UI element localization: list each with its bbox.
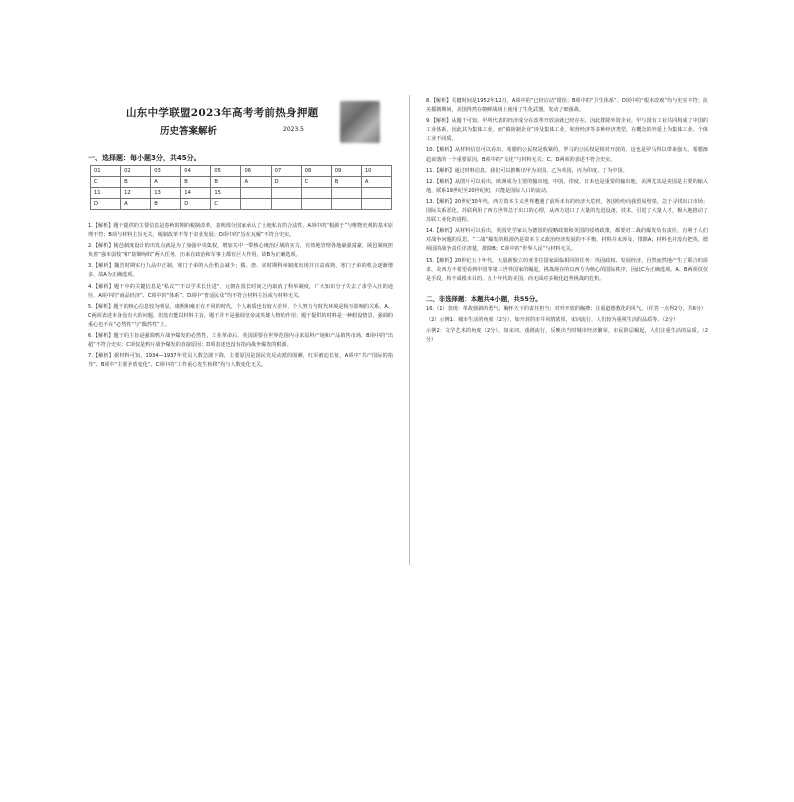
table-cell: A xyxy=(361,177,391,188)
explanation-paragraph: 9.【解析】从题干可知，甲所代表的经济成分在改革开放前就已经存在，因此排除外资企业。甲与国有工业共同构成了中国的工业体系，因此其为集体工业，而“镇街制企业”涉及集体工业，和营经济等多种经济类型，在概念的外延上为集体工业、个体工业不同质。 xyxy=(426,118,708,143)
right-explanations xyxy=(426,97,708,345)
explanation-paragraph: 1.【解析】题干提供的主要信息是春秋时期的税制改革，表明部分国家承认了土地私有的合法性，A项中的“根源于”与唯物史观的基本原理不符；B项与材料主旨无关，税制改革不等于农业发展；D项中的“旨在瓦解”不符合史实。 xyxy=(88,223,393,239)
table-cell: 15 xyxy=(211,188,241,199)
table-cell: 02 xyxy=(121,166,151,177)
table-cell: C xyxy=(301,177,331,188)
table-cell: 05 xyxy=(211,166,241,177)
table-cell: A xyxy=(151,177,181,188)
left-explanations xyxy=(88,222,393,370)
table-cell: 09 xyxy=(331,166,361,177)
table-cell xyxy=(301,199,331,210)
document-date: 2023.5 xyxy=(283,126,304,133)
explanation-paragraph: 4.【解析】题干中的关键信息是“私议”“不以学术长仕进”，元朝在很长时间之内取消了科举制度，广大知识分子失去了求学入仕的途径，A项中的“商品经济”、C项中的“体系”、D项中“普适民众”均不符合材料主旨或与材料无关。 xyxy=(88,283,393,299)
table-row xyxy=(91,177,392,188)
qr-code-image xyxy=(340,101,380,143)
table-cell: B xyxy=(151,199,181,210)
table-cell xyxy=(301,188,331,199)
table-cell: C xyxy=(91,177,121,188)
table-cell xyxy=(331,188,361,199)
table-cell: B xyxy=(331,177,361,188)
explanation-paragraph: 3.【解析】魏晋时期实行九品中正制，寒门子弟的入仕机会减少；隋、唐、宋时期科举制度出现并日益成熟，寒门子弟的机会逐渐增多，故A为正确选项。 xyxy=(88,263,393,279)
table-cell xyxy=(241,199,271,210)
section-heading-choice: 一、选择题：每小题3分，共45分。 xyxy=(88,154,201,162)
column-divider xyxy=(409,95,410,565)
explanation-paragraph: 14.【解析】从材料可以看出，英国史学家认为德国的侵略政策和英国的绥靖政策，都要对二战的爆发负有责任，有利于人们对战争问题的反思，“二战”爆发的根源仍是资本主义政治经济发展的不平衡，材料并未涉及，排除A；材料也并没有把英、德两国的战争责任详清楚，排除B；C项中的“世界人民”与材料无关。 xyxy=(426,228,708,253)
explanation-paragraph: 7.【解析】据材料可知，1934—1937年党员人数急剧下降，主要原因是国民党反动派的围剿，红军被迫长征，A项中“共产国际的指导”、B项中“主要矛盾变化”、C项中的“工作重心发生转移”均与人数变化无关。 xyxy=(88,353,393,369)
table-cell: B xyxy=(181,177,211,188)
table-cell: D xyxy=(181,199,211,210)
table-cell xyxy=(241,188,271,199)
answer-paragraph: 16.（1）表现：革故鼎新的勇气；胸怀天下的责任担当；对外开放的胸襟；注重道德教化的风气。（任答一点得2分，共6分） xyxy=(426,305,707,312)
section-heading-nonchoice: 二、非选择题：本题共4小题，共55分。 xyxy=(426,294,542,303)
explanation-paragraph: 8.【解析】关键时间是1952年12月，A项中的“已经启动”错误；B项中的“卫生体系”、D项中的“根本改观”均与史实不符；抗美援朝期间，美国得然在朝鲜战场上使用了生化武器，发动了细菌战。 xyxy=(426,98,708,114)
table-cell: D xyxy=(271,177,301,188)
document-subtitle: 历史答案解析 xyxy=(160,126,218,137)
table-row xyxy=(91,199,392,210)
explanation-paragraph: 5.【解析】题干的核心信息较为明显，康熙和雍正在不同的时代，个人素质也有较大差异，个人努力与时代环境是相互影响的关系，A、C两项表述本身没有大的问题，但没有能以材料主旨，题干并不是强调皇帝或英雄人物的作用；题干提供的材料是一种假设情景，强调的重心也不在“必然性”与“偶然性”上。 xyxy=(88,303,393,328)
table-cell: A xyxy=(241,177,271,188)
table-cell: 08 xyxy=(301,166,331,177)
table-cell xyxy=(271,188,301,199)
explanation-paragraph: 12.【解析】从图片可以看出，欧洲成为主要的输出地，中国、印度、日本也是重要的输出地，美洲尤其是美国是主要的输入地，联系19世纪至20世纪初，只能是国际人口的流动。 xyxy=(426,178,708,194)
table-cell: 14 xyxy=(181,188,211,199)
table-cell: 07 xyxy=(271,166,301,177)
table-cell: B xyxy=(211,177,241,188)
table-cell xyxy=(361,199,391,210)
table-cell: 12 xyxy=(121,188,151,199)
table-cell: D xyxy=(91,199,121,210)
explanation-paragraph: 2.【解析】陵邑制度设计的出发点就是为了加强中央集权，增加关中一带核心统治区域的实力，有效地管理各地豪强富豪，陵邑制度担负着“强本弱枝”和“防御匈奴”两大任务，历来在政治和军事上都有巨大作用，故B为正确选项。 xyxy=(88,243,393,259)
explanation-paragraph: 11.【解析】通过材料信息，我们可以推断出甲为美国、乙为英国、丙为印度、丁为中国。 xyxy=(426,167,628,174)
explanation-paragraph: 6.【解析】题干的主旨是强调鸦片战争爆发的必然性，工业革命后，英国需要在世界范围内寻求原料产地和产品销售市场，B项中的“出超”不符合史实；C项仅是鸦片战争爆发的直接原因；D项表述也没有指向战争爆发的根源。 xyxy=(88,333,393,349)
answer-paragraph: 示例2：文学艺术的角度（2分），如宋词、戏剧流行，反映出当时城市经济繁荣，市民阶层崛起，人们注重生活的品质。（2分） xyxy=(426,327,708,344)
table-cell xyxy=(331,199,361,210)
answer-table xyxy=(90,165,392,210)
answer-paragraph: （2）示例1：城市生活的角度（2分），如开封的市井风情浓厚，宋词流行，人们较为重视生活的品质等。（2分） xyxy=(426,316,679,323)
document-title: 山东中学联盟2023年高考考前热身押题 xyxy=(126,107,319,119)
table-cell: 03 xyxy=(151,166,181,177)
table-cell: 04 xyxy=(181,166,211,177)
table-cell: 06 xyxy=(241,166,271,177)
table-cell xyxy=(271,199,301,210)
table-cell: C xyxy=(211,199,241,210)
table-cell: B xyxy=(121,177,151,188)
table-row xyxy=(91,166,392,177)
explanation-paragraph: 15.【解析】20世纪五十年代，大量新独立的亚非拉国家面临相同的任务：巩固政权、发展经济，自然而然地产生了联合的需求，美西方不希望看到中国等第三世界国家的崛起，挑战现存的以西方为核心的国际秩序，因此C为正确选项。A、B两项仅仅是手段，构不成根本目的。五十年代的美国，尚无面对多极化趋势挑战的危机。 xyxy=(426,257,708,282)
table-cell: A xyxy=(121,199,151,210)
table-cell: 11 xyxy=(91,188,121,199)
table-cell: 01 xyxy=(91,166,121,177)
table-cell: 10 xyxy=(361,166,391,177)
table-cell xyxy=(361,188,391,199)
explanation-paragraph: 10.【解析】从材料信息可以看出，希腊的公民权是收紧的，罗马的公民权是相对开放的，这也是罗马得以带来强大、希腊渐趋衰落的一个重要原因，B项中的“文化”与材料无关；C、D两项的表述不符合史实。 xyxy=(426,147,708,163)
document-page xyxy=(88,95,708,565)
table-cell: 13 xyxy=(151,188,181,199)
table-row xyxy=(91,188,392,199)
explanation-paragraph: 13.【解析】20世纪30年代，西方资本主义世界遭遇了前所未有的经济大危机，各国纷纷向我贸易壁垒，急于寻找出口市场；国际关系恶化，苏联利用了西方世界急于出口的心理，从西方进口了大量的先进设备、技术，引进了大量人才，极大地推动了苏联工业化的进程。 xyxy=(426,198,708,224)
